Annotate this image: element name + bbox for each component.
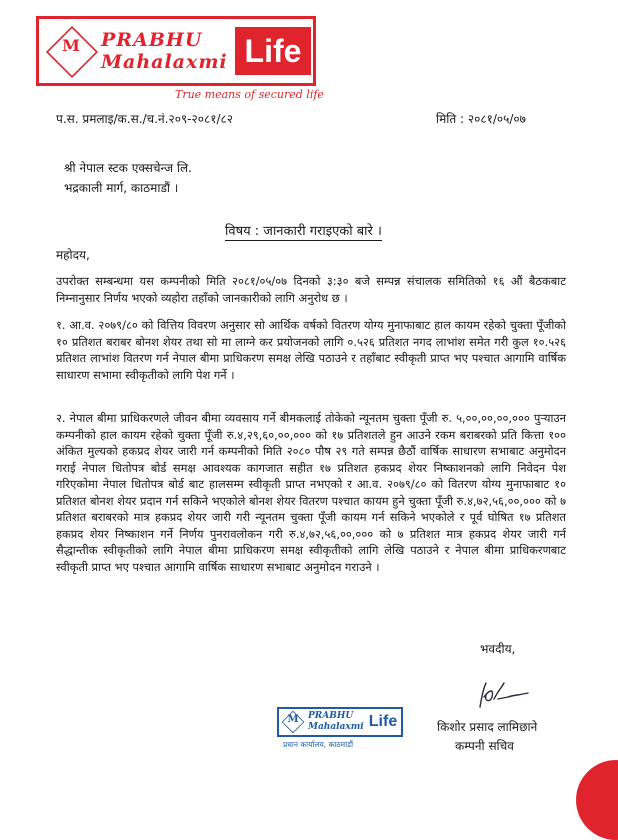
- company-stamp: [277, 707, 403, 737]
- logo-emblem-letter: M: [62, 36, 80, 55]
- stamp-emblem-letter: M: [287, 714, 299, 725]
- brand-name-line-2: Mahalaxmi: [101, 51, 228, 73]
- signer-name: किशोर प्रसाद लामिछाने: [437, 720, 538, 734]
- body-paragraph-2: २. नेपाल बीमा प्राधिकरणले जीवन बीमा व्यवसाय गर्ने बीमकलाई तोकेको न्यूनतम चुक्ता पूँजी रु. ५,००,००,००,००० पुऱ्याउन कम्पनीको हाल कायम रहेको चुक्ता पूँजी रु.४,२९,६०,००,००० को १७ प्रतिशतले हुन आउने रकम बराबरको प्रति कित्ता १०० अंकित मुल्यको हकप्रद शेयर जारी गर्न कम्पनीको मिति २०८० पौष २९ गते सम्पन्न छैठौं वार्षिक साधारण सभाबाट अनुमोदन गराई नेपाल धितोपत्र बोर्ड समक्ष आवश्यक कागजात सहीत १७ प्रतिशत हकप्रद शेयर निष्काशनको लागि निवेदन पेश गरिएकोमा नेपाल धितोपत्र बोर्ड बाट हालसम्म स्वीकृती प्राप्त नभएको र आ.व. २०७९/८० को वितरण योग्य मुनाफाबाट १० प्रतिशत बोनश शेयर प्रदान गर्न सकिने भएकोले बोनश शेयर वितरण पश्चात कायम हुने चुक्ता पूँजी रु.४,७२,५६,००,००० को ७ प्रतिशत बराबरको मात्र हकप्रद शेयर जारी गरी न्यूनतम चुक्ता पूँजी कायम गर्न सकिने भएकोले र पूर्व घोषित १७ प्रतिशत हकप्रद शेयर निष्काशन गर्ने निर्णय पुनरावलोकन गरी रु.४,७२,५६,००,००० को ७ प्रतिशत मात्र हकप्रद शेयर जारी गर्न सैद्धान्तीक स्वीकृतीको लागि नेपाल बीमा प्राधिकरण समक्ष स्वीकृतीको लागि लेखि पठाउने र नेपाल बीमा प्राधिकरणबाट स्वीकृती प्राप्त भए पश्चात आगामि वार्षिक साधारण सभाबाट अनुमोदन गराउने ।: [56, 411, 567, 574]
- body-paragraph-1: १. आ.व. २०७९/८० को वित्तिय विवरण अनुसार सो आर्थिक वर्षको वितरण योग्य मुनाफाबाट हाल कायम रहेको चुक्ता पूँजीको १० प्रतिशत बराबर बोनश शेयर तथा सो मा लाग्ने कर प्रयोजनको लागि ०.५२६ प्रतिशत नगद लाभांश समेत गरी कुल १०.५२६ प्रतिशत लाभांश वितरण गर्न नेपाल बीमा प्राधिकरण समक्ष लेखि पठाउने र तहाँबाट स्वीकृती प्राप्त भए पश्चात आगामि वार्षिक साधारण सभामा स्वीकृतीको लागि पेश गर्ने ।: [56, 318, 566, 382]
- stamp-brand-line-2: Mahalaxmi: [308, 722, 364, 732]
- stamp-life: Life: [368, 713, 398, 730]
- stamp-brand-line-1: PRABHU: [308, 711, 354, 721]
- salutation: महोदय,: [56, 248, 90, 262]
- signature-mark: [474, 677, 532, 715]
- reference-number: प.स. प्रमलाइ/क.स./च.नं.२०९-२०८१/८२: [56, 112, 233, 126]
- corner-decoration: [576, 760, 618, 840]
- brand-life-badge: Life: [235, 27, 311, 75]
- recipient-address: भद्रकाली मार्ग, काठमाडौं ।: [64, 181, 179, 195]
- recipient-name: श्री नेपाल स्टक एक्सचेन्ज लि.: [64, 161, 192, 175]
- letter-date: मिति : २०८१/०५/०७: [436, 112, 526, 126]
- signer-designation: कम्पनी सचिव: [455, 739, 514, 753]
- closing: भवदीय,: [480, 642, 516, 656]
- tagline: True means of secured life: [175, 88, 324, 101]
- stamp-office: प्रधान कार्यालय, काठमाडौं: [283, 740, 354, 749]
- subject-line: विषय : जानकारी गराइएको बारे ।: [225, 221, 382, 241]
- body-paragraph-intro: उपरोक्त सम्बन्धमा यस कम्पनीको मिति २०८१/०५/०७ दिनको ३:३० बजे सम्पन्न संचालक समितिको १६ औं बैठकबाट निम्नानुसार निर्णय भएको व्यहोरा तहाँको जानकारीको लागि अनुरोध छ ।: [56, 274, 566, 305]
- company-logo: [36, 16, 316, 86]
- brand-name-line-1: PRABHU: [101, 29, 203, 51]
